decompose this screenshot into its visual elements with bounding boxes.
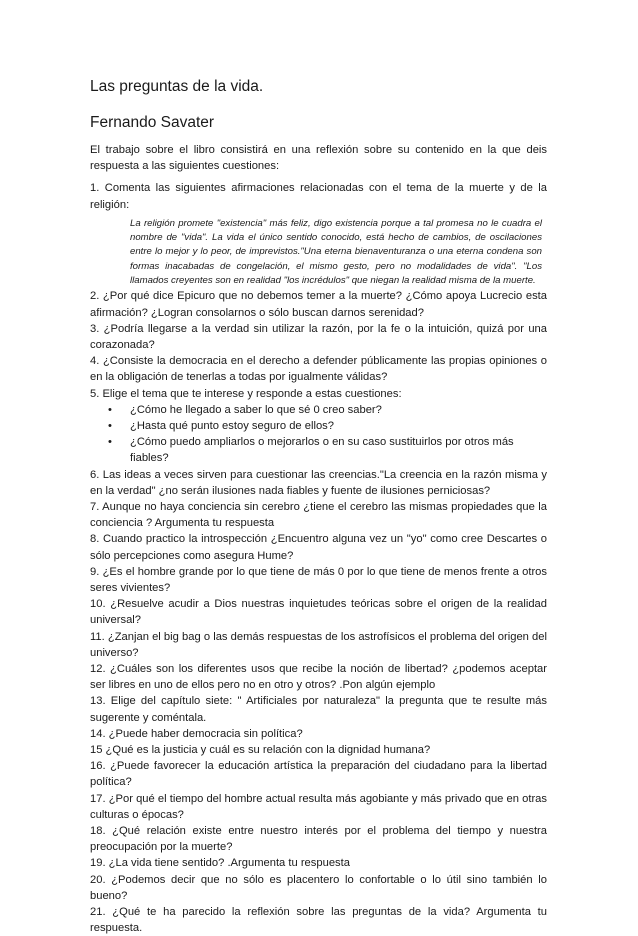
document-author: Fernando Savater bbox=[90, 114, 215, 131]
question-18: 18. ¿Qué relación existe entre nuestro interés por el problema del tiempo y nuestra preocupación por la muerte? bbox=[90, 825, 547, 854]
bullet-item bbox=[108, 434, 547, 466]
question-7: 7. Aunque no haya conciencia sin cerebro ¿tiene el cerebro las mismas propiedades que la conciencia ? Argumenta tu respuesta bbox=[90, 500, 547, 530]
bullet-item bbox=[108, 418, 547, 434]
bullet-icon: • bbox=[108, 436, 112, 449]
bullet-text: ¿Cómo he llegado a saber lo que sé 0 creo saber? bbox=[130, 403, 382, 416]
question-17: 17. ¿Por qué el tiempo del hombre actual resulta más agobiante y más privado que en otras culturas o épocas? bbox=[90, 792, 547, 821]
question-3: 3. ¿Podría llegarse a la verdad sin utilizar la razón, por la fe o la intuición, quizá por una corazonada? bbox=[90, 322, 547, 351]
question-20: 20. ¿Podemos decir que no sólo es placentero lo confortable o lo útil sino también lo bueno? bbox=[90, 873, 547, 902]
question-5-bullet-list bbox=[108, 402, 547, 467]
religion-quote: La religión promete "existencia" más feliz, digo existencia porque a tal promesa no le cuadra el nombre de "vida". La vida el único sentido conocido, está hecho de cambios, de oscilaciones entre lo mejor y lo peor, de imprevistos."Una eterna bienaventuranza o una eterna condena son formas inacabadas de congelación, el mismo gesto, pero no modalidades de vida". "Los llamados creyentes son en realidad "los incrédulos" que niegan la realidad misma de la muerte. bbox=[130, 217, 542, 286]
document-title: Las preguntas de la vida. bbox=[90, 78, 264, 95]
question-5: 5. Elige el tema que te interese y responde a estas cuestiones: bbox=[90, 387, 402, 400]
bullet-item bbox=[108, 402, 547, 418]
question-10: 10. ¿Resuelve acudir a Dios nuestras inquietudes teóricas sobre el origen de la realidad universal? bbox=[90, 598, 547, 627]
question-15: 15 ¿Qué es la justicia y cuál es su relación con la dignidad humana? bbox=[90, 743, 431, 756]
intro-paragraph: El trabajo sobre el libro consistirá en una reflexión sobre su contenido en la que deis respuesta a las siguientes cuestiones: bbox=[90, 144, 547, 173]
question-1: 1. Comenta las siguientes afirmaciones relacionadas con el tema de la muerte y de la religión: bbox=[90, 182, 547, 211]
question-9: 9. ¿Es el hombre grande por lo que tiene de más 0 por lo que tiene de menos frente a otros seres vivientes? bbox=[90, 565, 547, 594]
question-6: 6. Las ideas a veces sirven para cuestionar las creencias."La creencia en la razón misma y en la verdad" ¿no serán ilusiones nada fiables y fuente de ilusiones perniciosas? bbox=[90, 468, 547, 497]
bullet-text: ¿Cómo puedo ampliarlos o mejorarlos o en su caso sustituirlos por otros más fiables? bbox=[130, 436, 514, 465]
question-13: 13. Elige del capítulo siete: " Artificiales por naturaleza" la pregunta que te resulte más sugerente y coméntala. bbox=[90, 695, 547, 724]
question-19: 19. ¿La vida tiene sentido? .Argumenta tu respuesta bbox=[90, 857, 350, 870]
question-14: 14. ¿Puede haber democracia sin política? bbox=[90, 727, 303, 740]
question-8: 8. Cuando practico la introspección ¿Encuentro alguna vez un "yo" como cree Descartes o sólo percepciones como asegura Hume? bbox=[90, 533, 547, 562]
document-body bbox=[90, 76, 547, 936]
bullet-icon: • bbox=[108, 403, 112, 416]
question-4: 4. ¿Consiste la democracia en el derecho a defender públicamente las propias opiniones o en la obligación de tenerlas a todas por igualmente válidas? bbox=[90, 355, 547, 384]
question-11: 11. ¿Zanjan el big bag o las demás respuestas de los astrofísicos el problema del origen del universo? bbox=[90, 630, 547, 659]
question-12: 12. ¿Cuáles son los diferentes usos que recibe la noción de libertad? ¿podemos aceptar ser libres en uno de ellos pero no en otro y otros? .Pon algún ejemplo bbox=[90, 662, 547, 692]
question-16: 16. ¿Puede favorecer la educación artística la preparación del ciudadano para la libertad política? bbox=[90, 760, 547, 789]
question-2: 2. ¿Por qué dice Epicuro que no debemos temer a la muerte? ¿Cómo apoya Lucrecio esta afirmación? ¿Logran consolarnos o sólo buscan darnos serenidad? bbox=[90, 290, 547, 319]
question-21: 21. ¿Qué te ha parecido la reflexión sobre las preguntas de la vida? Argumenta tu respuesta. bbox=[90, 906, 547, 935]
bullet-icon: • bbox=[108, 419, 112, 432]
bullet-text: ¿Hasta qué punto estoy seguro de ellos? bbox=[130, 419, 334, 432]
